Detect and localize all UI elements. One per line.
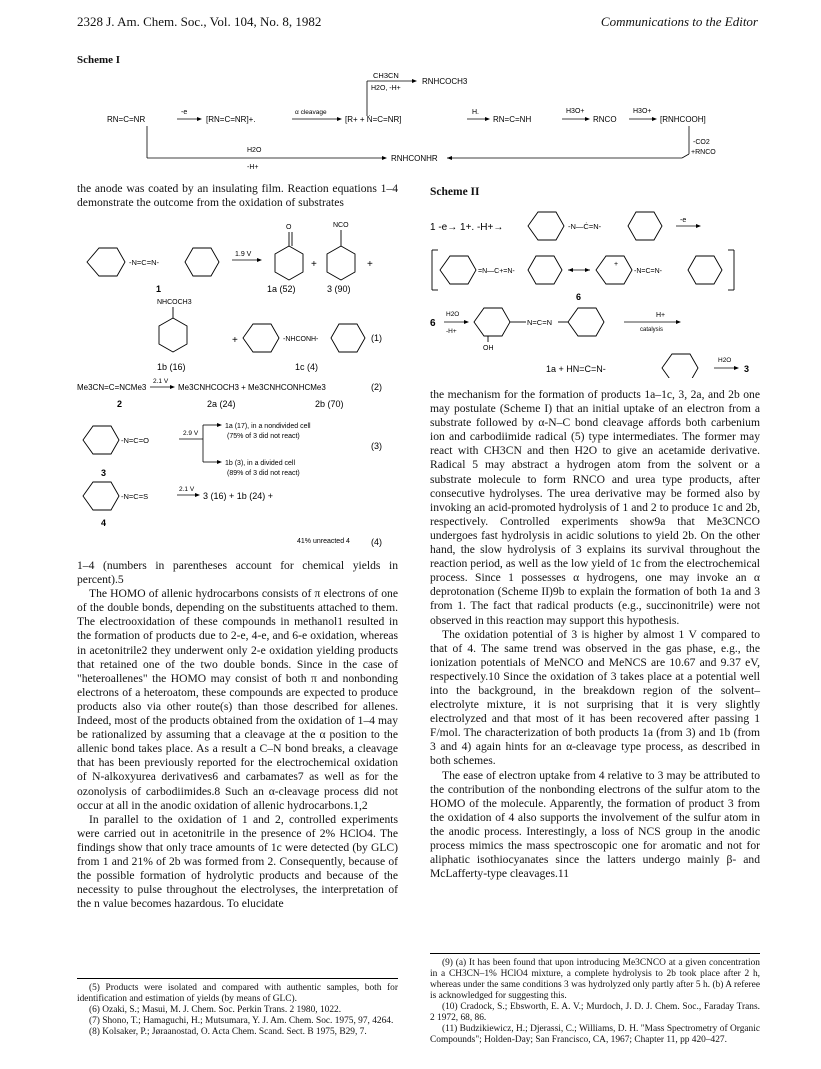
eq4-unreacted: 41% unreacted 4 — [297, 538, 350, 545]
footnote-11: (11) Budzikiewicz, H.; Djerassi, C.; Williams, D. H. "Mass Spectrometry of Organic Compounds"; Holden-Day; San Francisco, CA, 1967; Chapter 11, pp 420–427. — [430, 1024, 760, 1045]
scheme1-step5: H3O+ — [633, 108, 652, 115]
scheme1-rnco: +RNCO — [691, 149, 716, 156]
scheme2-catalysis: catalysis — [640, 327, 664, 333]
eq4-label: 4 — [101, 518, 107, 528]
eq1-plus-1: + — [311, 259, 317, 270]
scheme-2-title: Scheme II — [430, 186, 480, 198]
scheme1-co2: -CO2 — [693, 139, 710, 146]
scheme1-step1: -e — [181, 109, 188, 116]
scheme1-fragments: [R+ + Ṅ=C=NR] — [345, 115, 402, 124]
right-footnote-rule — [430, 953, 760, 954]
eq1-plus-2: + — [367, 259, 373, 270]
eq1-nco: NCO — [333, 222, 349, 229]
scheme2-h2o: H2O — [446, 311, 460, 318]
scheme2-ncn: N=C=N — [527, 318, 553, 327]
eq4-group: -N=C=S — [121, 492, 149, 501]
scheme2-hplus: H+ — [656, 312, 666, 319]
footnote-7: (7) Shono, T.; Hamaguchi, H.; Mutsumara, Y. J. Am. Chem. Soc. 1975, 97, 4264. — [89, 1016, 394, 1026]
scheme2-three: 3 — [744, 364, 750, 374]
eq3-label: 3 — [101, 468, 107, 478]
scheme1-top-product: RNHCOCH3 — [422, 77, 468, 86]
scheme1-start: RN=C=NR — [107, 115, 146, 124]
eq3-branch2: 1b (3), in a divided cell — [225, 460, 296, 467]
eq1-label-1c: 1c (4) — [295, 362, 319, 372]
eq2-products: Me3CNHCOCH3 + Me3CNHCONHCMe3 — [178, 383, 326, 392]
left-paragraph-1: 1–4 (numbers in parentheses account for chemical yields in percent).5 — [77, 559, 398, 587]
footnote-10: (10) Cradock, S.; Ebsworth, E. A. V.; Murdoch, J. D. J. Chem. Soc., Faraday Trans. 2 1972, 68, 86. — [430, 1002, 760, 1023]
right-body-text — [430, 388, 760, 881]
eq2-label-2a: 2a (24) — [207, 399, 236, 409]
left-intro-text — [77, 182, 398, 210]
footnote-9: (9) (a) It has been found that upon introducing Me3CNCO at a given concentration in a CH3CN–1% HClO4 mixture, a complete hydrolysis to 2b took place after 2 h, whereas under the same conditions 3 was hydrolyzed only partly after 5 h. (b) A referee is acknowledged for suggesting this. — [430, 958, 760, 1001]
eq2-number: (2) — [371, 382, 382, 392]
scheme1-top-cond: CH3CN — [373, 71, 399, 80]
eq3-voltage: 2.9 V — [183, 430, 199, 437]
scheme2-step-after: -e — [680, 217, 687, 224]
intro-paragraph: the anode was coated by an insulating film. Reaction equations 1–4 demonstrate the outcome from the oxidation of substrates — [77, 182, 398, 210]
scheme2-label6: 6 — [576, 292, 582, 302]
eq2-label-2b: 2b (70) — [315, 399, 344, 409]
eq3-branch1: 1a (17), in a nondivided cell — [225, 423, 311, 430]
left-footnotes — [77, 983, 398, 1038]
eq1-oxygen: O — [286, 224, 292, 231]
scheme-2-diagram — [428, 200, 758, 378]
scheme1-step2: α cleavage — [295, 109, 327, 116]
running-header-left: 2328 J. Am. Chem. Soc., Vol. 104, No. 8, 1982 — [77, 14, 322, 29]
equation-1-diagram — [77, 218, 402, 376]
scheme2-intermediate: -N—Ċ=N- — [568, 222, 602, 231]
right-paragraph-1: the mechanism for the formation of products 1a–1c, 3, 2a, and 2b one may postulate (Scheme I) that an initial uptake of an electron from a substrate followed by α-N–C bond cleavage affords both carbenium ion and carbodiimide radical (5) type intermediates. The former may react with CH3CN and then H2O to give an acetamide derivative. Radical 5 may abstract a hydrogen atom from the solvent or a substrate molecule to form RNCO and urea type products, after consecutive hydrolyses. The urea derivative may be formed also by invoking an acid-promoted hydrolysis of 1 and 2 to produce 1c and 2b, respectively. Controlled experiments show9a that Me3CNCO undergoes fast hydrolysis in acidic solutions to yield 2b. On the other hand, the slow hydrolysis of 3 explains its survival throughout the reaction period, as well as the low yield of 1c from the electrochemical process. Since 1 possesses α hydrogens, one may invoke an α deprotonation (Scheme II)9b to explain the formation of both 1a and 3 from 1. The fact that radical products (e.g., succinonitrile) were not observed in this reaction may support this hypothesis. — [430, 388, 760, 627]
scheme1-urea: RNHCONHR — [391, 154, 438, 163]
eq2-label-2: 2 — [117, 399, 123, 409]
scheme1-carbodiimide: RN=C=NH — [493, 115, 532, 124]
scheme2-oh: OH — [483, 345, 494, 352]
eq1-label-3: 3 (90) — [327, 284, 351, 294]
left-paragraph-2: The HOMO of allenic hydrocarbons consists of π electrons of one of the double bonds, depending on the substituents attached to them. The electrooxidation of these compounds in methanol1 resulted in the formation of products due to 2-e, 4-e, and 6-e oxidation, whereas in acetonitrile2 they underwent only 2-e oxidation yielding products that retained one of the two double bonds. Since in the case of "heteroallenes" the HOMO may consist of both π and nonbonding electrons of a heteroatom, these compounds are expected to produce products also via other route(s) than those described for allenes. Indeed, most of the products obtained from the oxidation of 1–4 may be rationalized by assuming that a cleavage at the α position to the allenic bond takes place. As a result a C–N bond breaks, a cleavage that has been previously reported for the electrochemical oxidation of N-alkoxyurea derivatives6 and carbamates7 as well as for the ozonolysis of carbodiimides.8 Such an α-cleavage process did not occur at all in the anodic oxidation of allenic hydrocarbons.1,2 — [77, 587, 398, 812]
eq2-voltage: 2.1 V — [153, 378, 169, 385]
equation-4-diagram — [77, 480, 402, 552]
eq1-urea-link: -NHCONH- — [283, 336, 319, 343]
eq1-number: (1) — [371, 333, 382, 343]
running-header-right: Communications to the Editor — [600, 14, 758, 29]
eq1-ncn: -N=C=N- — [129, 258, 160, 267]
eq1-label-1b: 1b (16) — [157, 362, 186, 372]
scheme1-step3: H. — [472, 109, 479, 116]
eq3-branch2b: (89% of 3 did not react) — [227, 470, 300, 477]
eq1-voltage: 1.9 V — [235, 251, 252, 258]
left-body-text — [77, 559, 398, 911]
scheme2-resonance1: =N—C+=N- — [478, 268, 515, 275]
left-footnote-rule — [77, 978, 398, 979]
eq1-nhcoch3: NHCOCH3 — [157, 299, 192, 306]
eq4-voltage: 2.1 V — [179, 486, 195, 493]
scheme1-isocyanate: RNCO — [593, 115, 617, 124]
scheme2-line3-prefix: 6 — [430, 318, 436, 329]
scheme2-h2o2: H2O — [718, 357, 732, 364]
right-paragraph-2: The oxidation potential of 3 is higher by almost 1 V compared to that of 4. The same trend was observed in the gas phase, e.g., the ionization potentials of MeNCO and MeNCS are 10.67 and 9.37 eV, respectively.10 Since the oxidation of 3 takes place at a potential well into the background, in the breakdown region of the solvent–electrolyte mixture, it is not surprising that it is very slightly electrolyzed and that most of it has been recovered after passing 1 F/mol. The characterization of both products 1a (from 3) and 1b (from 3 and 4) again hints for an α-cleavage type process, as described in both schemes. — [430, 627, 760, 768]
scheme1-bottom-cond: H2O — [247, 147, 262, 154]
right-footnotes — [430, 958, 760, 1046]
scheme2-line1: 1 -e→ 1+. -H+→ — [430, 222, 504, 233]
footnote-6: (6) Ozaki, S.; Masui, M. J. Chem. Soc. Perkin Trans. 2 1980, 1022. — [89, 1005, 342, 1015]
scheme2-minus-h: -H+ — [446, 328, 457, 335]
equation-3-diagram — [77, 418, 402, 482]
scheme1-radical-cation: [RN=C=NR]+. — [206, 115, 256, 124]
eq2-reactant: Me3CN=C=NCMe3 — [77, 383, 147, 392]
svg-text:+: + — [614, 261, 619, 268]
equation-2-diagram — [77, 376, 402, 416]
eq3-number: (3) — [371, 441, 382, 451]
footnote-5: (5) Products were isolated and compared with authentic samples, both for identification and estimation of yields (by means of GLC). — [77, 983, 398, 1004]
scheme1-bottom-cond2: -H+ — [247, 164, 259, 171]
scheme2-resonance2: -N=C=N- — [634, 268, 663, 275]
scheme-1-diagram — [77, 66, 757, 181]
right-paragraph-3: The ease of electron uptake from 4 relative to 3 may be attributed to the contribution of the nonbonding electrons of the sulfur atom to the HOMO of the molecule. Apparently, the formation of product 3 from the oxidation of 4 also supports the involvement of the sulfur atom in the anodic process. Interestingly, a loss of NCS group in the anodic process mimics the mass spectroscopic one for aromatic and not for aliphatic isothiocyanates since the latters undergo mainly β- and McLafferty-type cleavages.11 — [430, 768, 760, 881]
eq4-products: 3 (16) + 1b (24) + — [203, 491, 274, 501]
scheme1-step4: H3O+ — [566, 108, 585, 115]
footnote-8: (8) Kolsaker, P.; Jøraanostad, O. Acta Chem. Scand. Sect. B 1975, B29, 7. — [89, 1027, 367, 1037]
scheme-1-title: Scheme I — [77, 54, 121, 66]
eq3-group: -N=C=O — [121, 436, 149, 445]
eq4-number: (4) — [371, 537, 382, 547]
scheme1-carbamic: [RNHCOOH] — [660, 115, 706, 124]
eq1-label-1: 1 — [156, 284, 162, 294]
scheme1-top-cond2: H2O, -H+ — [371, 85, 401, 92]
left-paragraph-3: In parallel to the oxidation of 1 and 2, controlled experiments were carried out in acetonitrile in the presence of 2% HClO4. The findings show that only trace amounts of 1c were detected (by GLC) from 1 and 21% of 2b was formed from 2. Consequently, because of the possible formation of hydrolytic products and because of the necessity to pulse throughout the electrolyses, the interpretation of the n value becomes hazardous. To elucidate — [77, 812, 398, 911]
eq3-branch1b: (75% of 3 did not react) — [227, 433, 300, 440]
eq1-plus-3: + — [232, 335, 238, 346]
scheme2-line4: 1a + HN=C=N- — [546, 364, 606, 374]
eq1-label-1a: 1a (52) — [267, 284, 296, 294]
